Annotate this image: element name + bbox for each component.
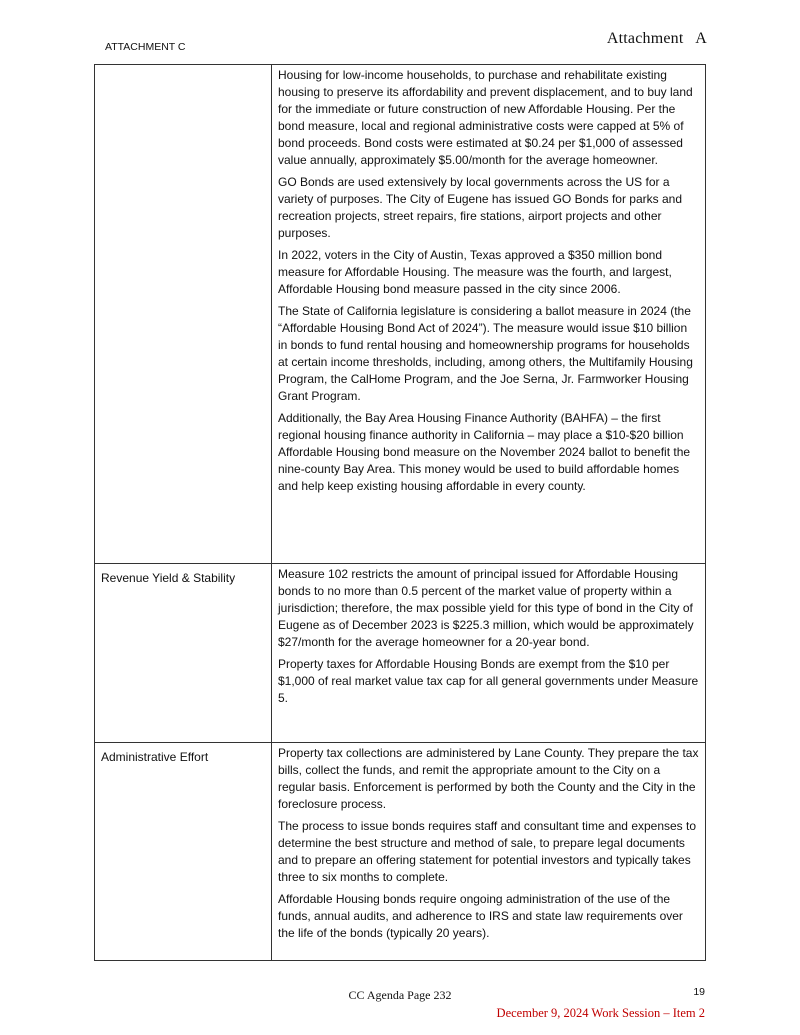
header-attachment-a: Attachment A (606, 30, 707, 47)
table-row (95, 743, 706, 961)
paragraph: GO Bonds are used extensively by local governments across the US for a variety of purposes. The City of Eugene has issued GO Bonds for parks and recreation projects, street repairs, fire stations, airport projects and other purposes. (278, 175, 682, 240)
footer-agenda-page: CC Agenda Page 232 (348, 988, 452, 1002)
page-number: 19 (693, 986, 705, 998)
footer-session-label: December 9, 2024 Work Session – Item 2 (496, 1006, 705, 1020)
paragraph: Measure 102 restricts the amount of principal issued for Affordable Housing bonds to no more than 0.5 percent of the market value of property within a jurisdiction; therefore, the max possible yield for this type of bond in the City of Eugene as of December 2023 is $225.3 million, which would be approximately $27/month for the average homeowner for a 20-year bond. (278, 567, 694, 649)
row-label: Revenue Yield & Stability (101, 571, 236, 585)
paragraph: The process to issue bonds requires staff and consultant time and expenses to determine the best structure and method of sale, to prepare legal documents and to prepare an offering statement for potential investors and typically takes three to six months to complete. (278, 819, 697, 884)
table-row (95, 564, 706, 743)
paragraph: Affordable Housing bonds require ongoing administration of the use of the funds, annual audits, and adherence to IRS and state law requirements over the life of the bonds (typically 20 years). (278, 892, 683, 940)
row-label: Administrative Effort (101, 750, 209, 764)
header-attachment-c: ATTACHMENT C (105, 41, 186, 53)
paragraph: Property tax collections are administered by Lane County. They prepare the tax bills, collect the funds, and remit the appropriate amount to the City on a regular basis. Enforcement is performed by both the County and the City in the foreclosure process. (278, 746, 699, 811)
row-label-cell (95, 564, 272, 743)
paragraph: The State of California legislature is considering a ballot measure in 2024 (the “Affordable Housing Bond Act of 2024”). The measure would issue $10 billion in bonds to fund rental housing and homeownership programs for households at certain income thresholds, including, among others, the Multifamily Housing Program, the CalHome Program, and the Joe Serna, Jr. Farmworker Housing Grant Program. (278, 304, 693, 403)
content-table (94, 64, 706, 961)
row-label-cell (95, 65, 272, 564)
table-row (95, 65, 706, 564)
paragraph: Housing for low-income households, to purchase and rehabilitate existing housing to preserve its affordability and prevent displacement, and to buy land for the immediate or future construction of new Affordable Housing. Per the bond measure, local and regional administrative costs were capped at 5% of bond proceeds. Bond costs were estimated at $0.24 per $1,000 of assessed value annually, approximately $5.00/month for the average homeowner. (278, 68, 693, 167)
row-content-cell (272, 65, 706, 564)
paragraph: Property taxes for Affordable Housing Bonds are exempt from the $10 per $1,000 of real market value tax cap for all general governments under Measure 5. (278, 657, 699, 705)
row-label (101, 67, 265, 71)
paragraph: In 2022, voters in the City of Austin, Texas approved a $350 million bond measure for Affordable Housing. The measure was the fourth, and largest, Affordable Housing bond measure passed in the city since 2006. (278, 248, 672, 296)
row-label-cell (95, 743, 272, 961)
paragraph: Additionally, the Bay Area Housing Finance Authority (BAHFA) – the first regional housing finance authority in California – may place a $10-$20 billion Affordable Housing bond measure on the November 2024 ballot to benefit the nine-county Bay Area. This money would be used to build affordable homes and help keep existing housing affordable in every county. (278, 411, 691, 493)
row-content-cell (272, 564, 706, 743)
row-content-cell (272, 743, 706, 961)
